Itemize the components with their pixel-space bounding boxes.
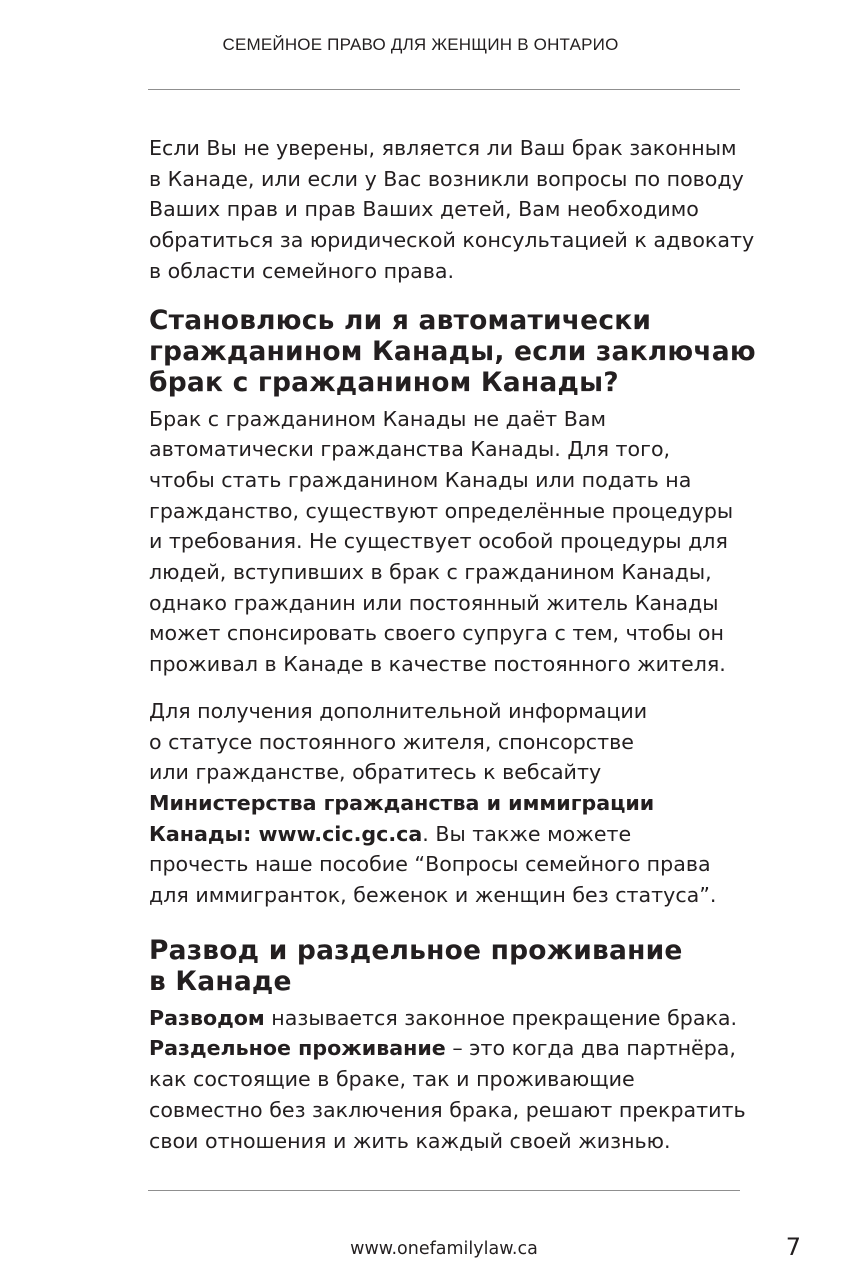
running-header-title: СЕМЕЙНОЕ ПРАВО ДЛЯ ЖЕНЩИН В ОНТАРИО — [222, 35, 619, 54]
text-line: и требования. Не существует особой процедуры для — [149, 529, 728, 554]
text-line: о статусе постоянного жителя, спонсорстве — [149, 729, 634, 754]
text-fragment: . Вы также можете — [422, 821, 632, 846]
text-line: гражданство, существуют определённые процедуры — [149, 498, 734, 523]
more-info-paragraph — [149, 696, 749, 911]
heading-line: брак с гражданином Канады? — [149, 366, 619, 398]
text-line: в области семейного права. — [149, 258, 455, 283]
text-line: свои отношения и жить каждый своей жизнью. — [149, 1128, 671, 1153]
text-line: в Канаде, или если у Вас возникли вопросы по поводу — [149, 166, 744, 191]
ministry-website-link[interactable]: Канады: www.cic.gc.ca — [149, 821, 423, 846]
text-line: обратиться за юридической консультацией к адвокату — [149, 228, 755, 253]
section-heading-citizenship — [149, 304, 756, 398]
heading-line: в Канаде — [149, 965, 292, 997]
text-line: Для получения дополнительной информации — [149, 698, 648, 723]
footer-website-link[interactable]: www.onefamilylaw.ca — [350, 1239, 538, 1259]
text-line — [149, 1033, 749, 1064]
text-line: как состоящие в браке, так и проживающие — [149, 1067, 635, 1092]
footer-divider — [148, 1190, 740, 1191]
heading-line: гражданином Канады, если заключаю — [149, 335, 756, 367]
text-line: Если Вы не уверены, является ли Ваш брак законным — [149, 136, 737, 160]
divorce-paragraph — [149, 1003, 749, 1157]
ministry-name: Министерства гражданства и иммиграции — [149, 790, 655, 815]
text-line — [149, 788, 749, 819]
term-separation: Раздельное проживание — [149, 1036, 446, 1061]
term-divorce: Разводом — [149, 1005, 265, 1030]
heading-line: Становлюсь ли я автоматически — [149, 304, 652, 336]
text-line: Брак с гражданином Канады не даёт Вам — [149, 406, 606, 431]
page-content — [149, 133, 756, 1156]
intro-paragraph — [149, 133, 755, 287]
text-line: автоматически гражданства Канады. Для того, — [149, 437, 671, 462]
text-line: чтобы стать гражданином Канады или подать на — [149, 467, 692, 492]
page-number: 7 — [785, 1233, 801, 1261]
heading-line: Развод и раздельное проживание — [149, 934, 683, 966]
text-line: людей, вступивших в брак с гражданином Канады, — [149, 560, 712, 585]
text-line: или гражданстве, обратитесь к вебсайту — [149, 760, 602, 785]
text-line: может спонсировать своего супруга с тем, чтобы он — [149, 621, 724, 646]
text-line — [149, 819, 749, 850]
text-line — [149, 1003, 749, 1034]
text-line: однако гражданин или постоянный житель Канады — [149, 590, 719, 615]
header-divider — [148, 89, 740, 90]
text-line: прочесть наше пособие “Вопросы семейного права — [149, 852, 711, 877]
text-fragment: называется законное прекращение брака. — [264, 1005, 738, 1030]
citizenship-paragraph — [149, 404, 749, 680]
text-line: совместно без заключения брака, решают прекратить — [149, 1097, 746, 1122]
text-line: для иммигранток, беженок и женщин без статуса”. — [149, 883, 717, 908]
text-fragment: – это когда два партнёра, — [445, 1036, 736, 1061]
text-line: проживал в Канаде в качестве постоянного жителя. — [149, 652, 726, 677]
text-line: Ваших прав и прав Ваших детей, Вам необходимо — [149, 197, 699, 222]
section-heading-divorce — [149, 935, 749, 997]
